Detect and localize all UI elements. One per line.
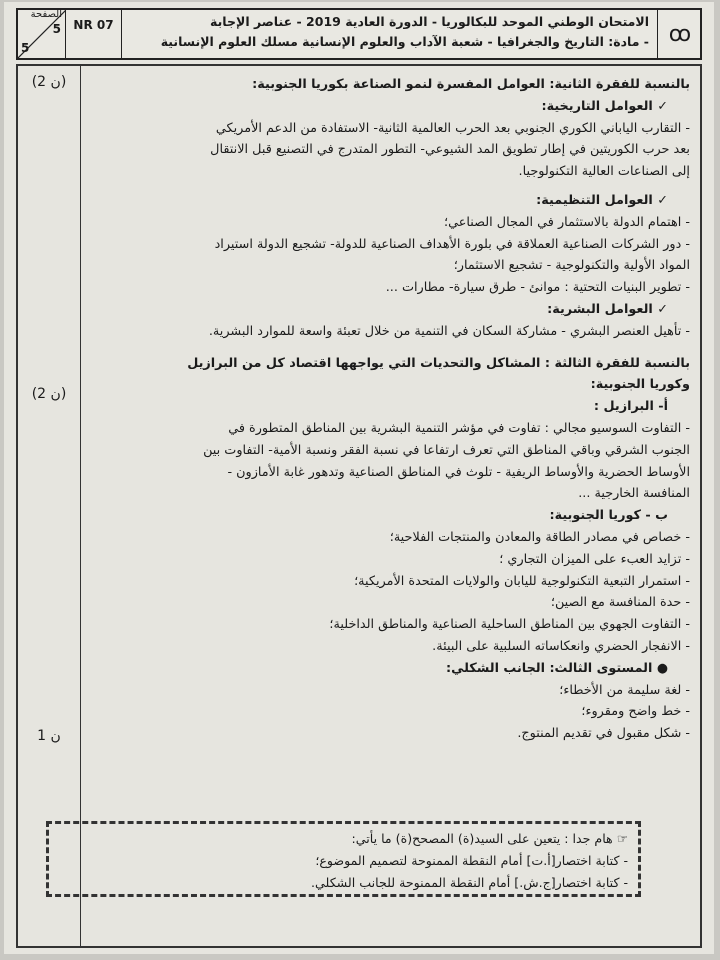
text-line: - استمرار التبعية التكنولوجية لليابان والولايات المتحدة الأمريكية؛ [354, 573, 690, 589]
subheading-south-korea: ب - كوريا الجنوبية: [549, 508, 668, 524]
text-line: - شكل مقبول في تقديم المنتوج. [517, 726, 690, 742]
exam-header [16, 8, 702, 60]
level-3-title: المستوى الثالث: الجانب الشكلي: [446, 660, 653, 676]
text-line: - اهتمام الدولة بالاستثمار في المجال الصناعي؛ [444, 214, 690, 230]
check-icon: ✓ [657, 192, 668, 208]
note-line-3: - كتابة اختصار[ج.ش.] أمام النقطة الممنوحة للجانب الشكلي. [311, 875, 628, 890]
text-line: - تزايد العبء على الميزان التجاري ؛ [499, 551, 690, 567]
check-icon: ✓ [657, 98, 668, 114]
grader-note-box [46, 821, 641, 897]
section-2-title: بالنسبة للفقرة الثانية: العوامل المفسرة لنمو الصناعة بكوريا الجنوبية: [252, 77, 690, 92]
pointing-hand-icon: ☞ [616, 831, 628, 846]
bullet-icon: ● [656, 660, 668, 676]
note-line-1 [57, 828, 628, 850]
page-number-box [18, 10, 66, 58]
human-title: العوامل البشرية: [547, 301, 653, 317]
text-line: - خصاص في مصادر الطاقة والمعادن والمنتجات الفلاحية؛ [389, 529, 690, 545]
answer-content [90, 74, 690, 745]
text-line: إلى الصناعات العالية التكنولوجيا. [518, 164, 690, 180]
subheading-brazil: أ- البرازيل : [593, 399, 668, 415]
text-line: - حدة المنافسة مع الصين؛ [550, 595, 690, 611]
note-line-2: - كتابة اختصار[أ.ت] أمام النقطة الممنوحة لتصميم الموضوع؛ [315, 853, 628, 868]
ministry-logo-icon: ꝏ [668, 21, 692, 47]
section-3-title-line2: وكوريا الجنوبية: [590, 377, 690, 393]
text-line: - خط واضح ومقروء؛ [581, 704, 690, 720]
exam-title [122, 10, 658, 58]
text-line: الأوساط الحضرية والأوساط الريفية - تلوث في المناطق الصناعية وتدهور غابة الأمازون - [227, 464, 690, 480]
page-total: 5 [21, 41, 30, 55]
text-line: - التفاوت السوسيو مجالي : تفاوت في مؤشر التنمية البشرية بين المناطق المتطورة في [228, 420, 690, 436]
subheading-human [90, 299, 690, 321]
page-current: 5 [52, 22, 61, 36]
text-line: - التقارب الياباني الكوري الجنوبي بعد الحرب العالمية الثانية- الاستفادة من الدعم الأمريكي [215, 120, 690, 136]
exam-code: NR 07 [66, 10, 122, 58]
text-line: بعد حرب الكوريتين في إطار تطويق المد الشيوعي- التطور المتدرج في التصنيع قبل الانتقال [210, 142, 690, 158]
page-label: الصفحة [30, 9, 62, 20]
subheading-historical [90, 96, 690, 118]
text-line: - لغة سليمة من الأخطاء؛ [559, 682, 690, 698]
answer-frame [16, 64, 702, 948]
text-line: - دور الشركات الصناعية العملاقة في بلورة الأهداف الصناعية للدولة- تشجيع الدولة استيراد [214, 236, 690, 252]
text-line: - تأهيل العنصر البشري - مشاركة السكان في التنمية من خلال تعبئة واسعة للموارد البشرية. [208, 323, 690, 339]
text-line: - تطوير البنيات التحتية : موانئ - طرق سيارة- مطارات ... [385, 280, 690, 296]
mark-level-3: 1 ن [37, 728, 61, 744]
marks-column-divider [80, 66, 81, 946]
text-line: المواد الأولية والتكنولوجية - تشجيع الاستثمار؛ [453, 258, 690, 274]
check-icon: ✓ [657, 301, 668, 317]
section-3-title-line1: بالنسبة للفقرة الثالثة : المشاكل والتحديات التي يواجهها اقتصاد كل من البرازيل [187, 355, 690, 371]
subheading-level-3 [90, 658, 690, 680]
text-line: - الانفجار الحضري وانعكاساته السلبية على البيئة. [432, 638, 690, 654]
subheading-organizational [90, 190, 690, 212]
text-line: المنافسة الخارجية ... [578, 486, 690, 502]
exam-page [4, 2, 714, 954]
organizational-title: العوامل التنظيمية: [536, 192, 653, 208]
mark-section-2: (2 ن) [31, 74, 67, 90]
historical-title: العوامل التاريخية: [541, 98, 653, 114]
exam-title-line1: الامتحان الوطني الموحد للبكالوريا - الدورة العادية 2019 - عناصر الإجابة [210, 14, 649, 29]
text-line: - التفاوت الجهوي بين المناطق الساحلية الصناعية والمناطق الداخلية؛ [329, 617, 690, 633]
exam-title-line2: - مادة: التاريخ والجغرافيا - شعبة الآداب والعلوم الإنسانية مسلك العلوم الإنسانية [160, 34, 649, 49]
text-line: الجنوب الشرقي وباقي المناطق التي تعرف ارتفاعا في نسبة الفقر ونسبة الأمية- التفاوت بين [203, 442, 690, 458]
mark-section-3: (2 ن) [31, 386, 67, 402]
note-heading: هام جدا : يتعين على السيد(ة) المصحح(ة) ما يأتي: [351, 831, 613, 846]
